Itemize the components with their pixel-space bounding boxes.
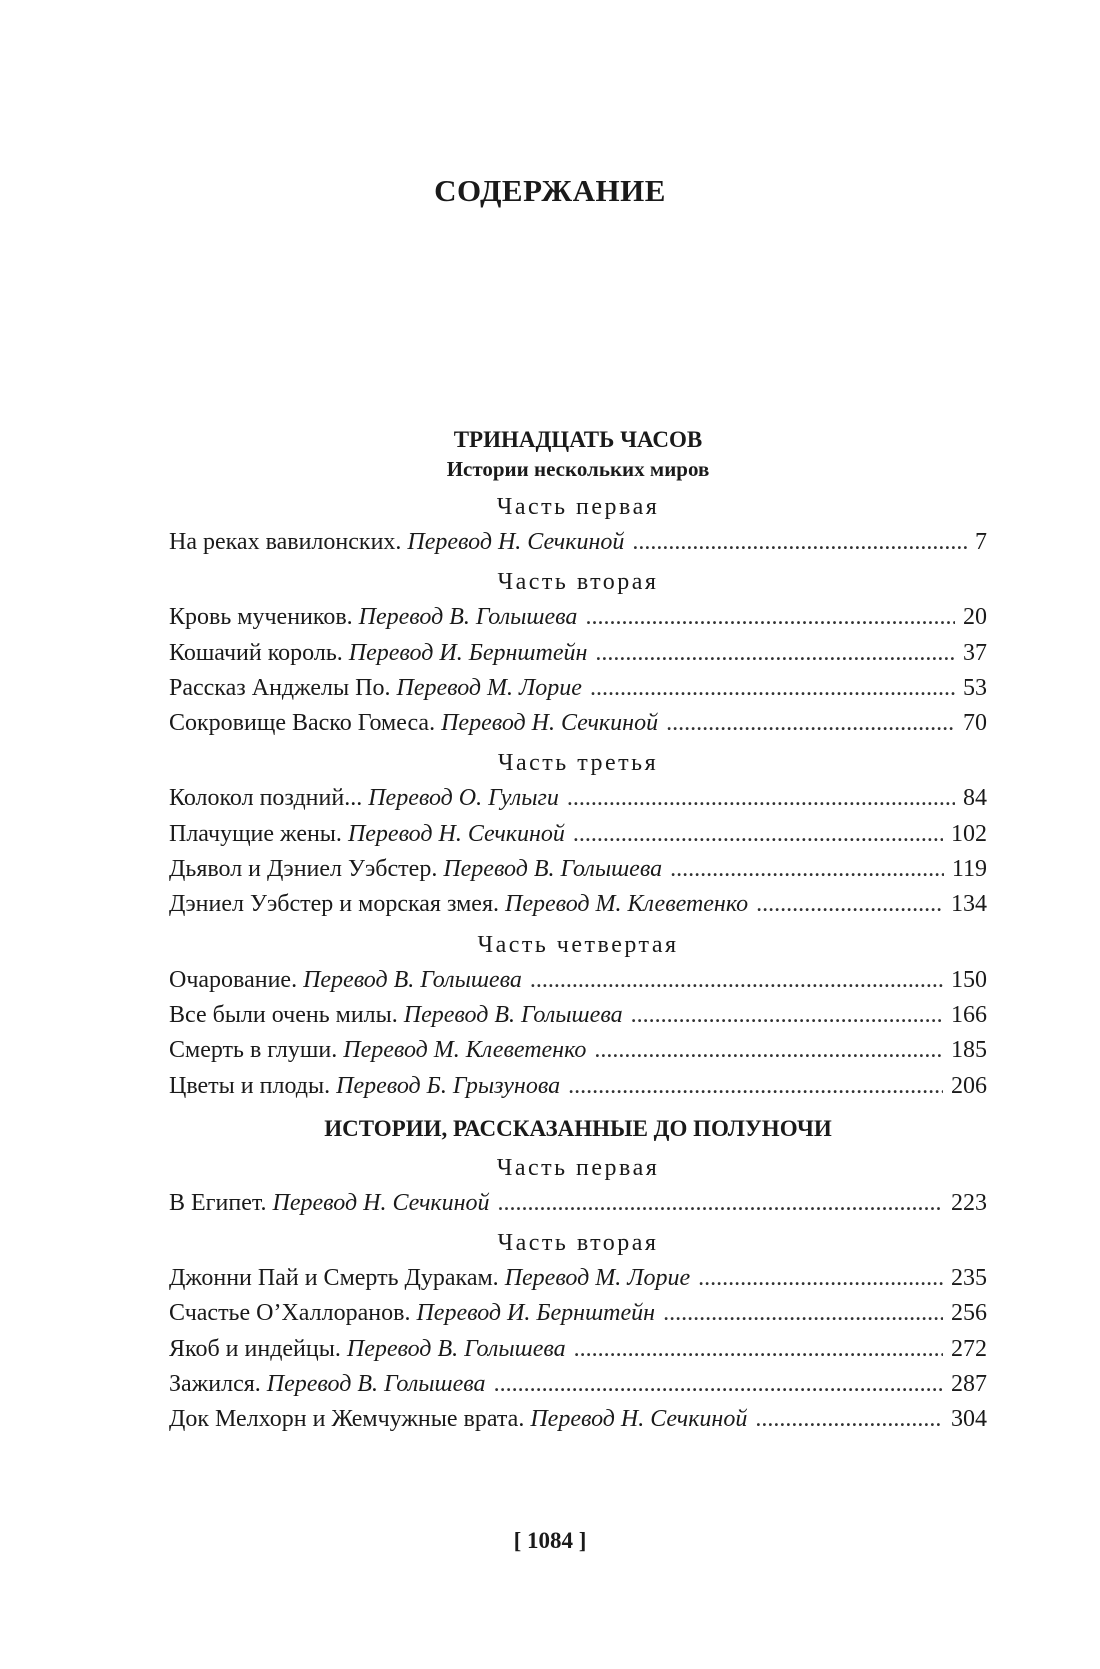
entry-title: Рассказ Анджелы По.	[169, 674, 391, 701]
entry-translator: Перевод Н. Сечкиной	[530, 1406, 748, 1433]
entry-translator: Перевод В. Голышева	[266, 1371, 486, 1398]
toc-entry[interactable]	[169, 600, 987, 635]
dot-leader	[595, 636, 955, 671]
part-heading: Часть четвертая	[477, 931, 679, 958]
entry-title: На реках вавилонских.	[169, 529, 402, 555]
entry-title: Якоб и индейцы.	[169, 1335, 341, 1362]
part-heading: Часть первая	[496, 1154, 660, 1181]
dot-leader	[574, 1332, 943, 1367]
entry-page: 150	[951, 966, 987, 993]
entry-page: 304	[951, 1406, 987, 1433]
dot-leader	[698, 1261, 943, 1296]
entry-title: Очарование.	[169, 966, 298, 993]
entry-translator: Перевод М. Лорие	[396, 674, 582, 701]
entry-page: 272	[951, 1335, 987, 1362]
entry-page: 256	[951, 1300, 987, 1327]
entry-translator: Перевод В. Голышева	[346, 1335, 566, 1362]
entry-title: Зажился.	[169, 1371, 261, 1398]
dot-leader	[585, 600, 955, 635]
entry-page: 223	[951, 1189, 987, 1216]
toc-entry[interactable]	[169, 1033, 987, 1068]
entry-title: Цветы и плоды.	[169, 1072, 331, 1099]
entry-title: В Египет.	[169, 1189, 267, 1216]
entry-translator: Перевод Б. Грызунова	[336, 1072, 561, 1099]
dot-leader	[590, 671, 955, 706]
toc-entry[interactable]	[169, 887, 987, 922]
dot-leader	[573, 817, 943, 852]
dot-leader	[755, 1402, 943, 1437]
entry-translator: Перевод В. Голышева	[403, 1001, 623, 1028]
part-heading: Часть третья	[497, 750, 659, 777]
entry-translator: Перевод М. Лорие	[504, 1265, 691, 1292]
entry-title: Смерть в глуши.	[169, 1037, 338, 1064]
entry-title: Док Мелхорн и Жемчужные врата.	[169, 1406, 525, 1433]
toc-entry[interactable]	[169, 706, 987, 741]
part-heading: Часть вторая	[497, 569, 659, 596]
page-number: [ 1084 ]	[513, 1528, 587, 1553]
entry-page: 235	[951, 1265, 987, 1292]
entry-title: Джонни Пай и Смерть Дуракам.	[169, 1265, 499, 1292]
entry-page: 185	[951, 1037, 987, 1064]
entry-title: Кошачий король.	[169, 639, 343, 666]
entry-title: Сокровище Васко Гомеса.	[169, 710, 436, 737]
entry-page: 166	[951, 1001, 987, 1028]
dot-leader	[594, 1033, 943, 1068]
dot-leader	[670, 852, 944, 887]
dot-leader	[568, 1069, 943, 1104]
dot-leader	[631, 998, 943, 1033]
dot-leader	[666, 706, 955, 741]
entry-title: Счастье О’Халлоранов.	[169, 1300, 411, 1327]
entry-page: 84	[963, 785, 987, 812]
entry-translator: Перевод И. Бернштейн	[348, 639, 588, 666]
toc-entry[interactable]	[169, 525, 987, 560]
entry-page: 37	[963, 639, 987, 666]
entry-page: 134	[951, 891, 987, 918]
entry-page: 119	[951, 856, 987, 883]
entry-title: Кровь мучеников.	[169, 604, 353, 631]
entry-translator: Перевод М. Клеветенко	[504, 891, 749, 918]
part-heading: Часть первая	[496, 494, 660, 520]
toc-entry[interactable]	[169, 1296, 987, 1331]
entry-page: 102	[951, 820, 987, 847]
toc-entry[interactable]	[169, 817, 987, 852]
dot-leader	[530, 963, 943, 998]
entry-title: Дэниел Уэбстер и морская змея.	[169, 891, 499, 918]
entry-translator: Перевод Н. Сечкиной	[407, 529, 625, 555]
dot-leader	[494, 1367, 943, 1402]
toc-entry[interactable]	[169, 963, 987, 998]
entry-translator: Перевод М. Клеветенко	[343, 1037, 587, 1064]
toc-entry[interactable]	[169, 1332, 987, 1367]
entry-title: Колокол поздний...	[169, 785, 363, 812]
toc-entry[interactable]	[169, 1261, 987, 1296]
entry-page: 20	[963, 604, 987, 631]
dot-leader	[756, 887, 943, 922]
book-title: ИСТОРИИ, РАССКАЗАННЫЕ ДО ПОЛУНОЧИ	[324, 1115, 832, 1141]
dot-leader	[498, 1186, 943, 1221]
entry-translator: Перевод Н. Сечкиной	[347, 820, 565, 847]
toc-entry[interactable]	[169, 852, 987, 887]
dot-leader	[663, 1296, 943, 1331]
dot-leader	[632, 525, 967, 560]
entry-title: Дьявол и Дэниел Уэбстер.	[169, 856, 438, 883]
entry-translator: Перевод В. Голышева	[358, 604, 578, 631]
table-of-contents	[169, 425, 987, 1438]
book-section-stories-before-midnight	[169, 1114, 987, 1438]
entry-page: 206	[951, 1072, 987, 1099]
entry-title: Плачущие жены.	[169, 820, 342, 847]
dot-leader	[567, 781, 955, 816]
entry-translator: Перевод В. Голышева	[303, 966, 522, 993]
toc-entry[interactable]	[169, 1402, 987, 1437]
entry-page: 287	[951, 1371, 987, 1398]
part-heading: Часть вторая	[497, 1230, 659, 1257]
entry-translator: Перевод И. Бернштейн	[416, 1300, 656, 1327]
toc-entry[interactable]	[169, 1186, 987, 1221]
book-section-thirteen-oclock	[169, 425, 987, 1104]
entry-page: 53	[963, 674, 987, 701]
toc-entry[interactable]	[169, 781, 987, 816]
book-subtitle: Истории нескольких миров	[446, 457, 710, 481]
toc-entry[interactable]	[169, 998, 987, 1033]
entry-translator: Перевод Н. Сечкиной	[441, 710, 659, 737]
page-title: СОДЕРЖАНИЕ	[434, 173, 666, 208]
toc-entry[interactable]	[169, 1367, 987, 1402]
entry-page: 70	[963, 710, 987, 737]
toc-entry[interactable]	[169, 671, 987, 706]
toc-entry[interactable]	[169, 636, 987, 671]
entry-translator: Перевод Н. Сечкиной	[272, 1189, 490, 1216]
entry-title: Все были очень милы.	[169, 1001, 398, 1028]
entry-page: 7	[975, 529, 987, 555]
toc-entry[interactable]	[169, 1069, 987, 1104]
entry-translator: Перевод В. Голышева	[443, 856, 663, 883]
entry-translator: Перевод О. Гулыги	[368, 785, 559, 812]
book-title: ТРИНАДЦАТЬ ЧАСОВ	[453, 427, 703, 452]
